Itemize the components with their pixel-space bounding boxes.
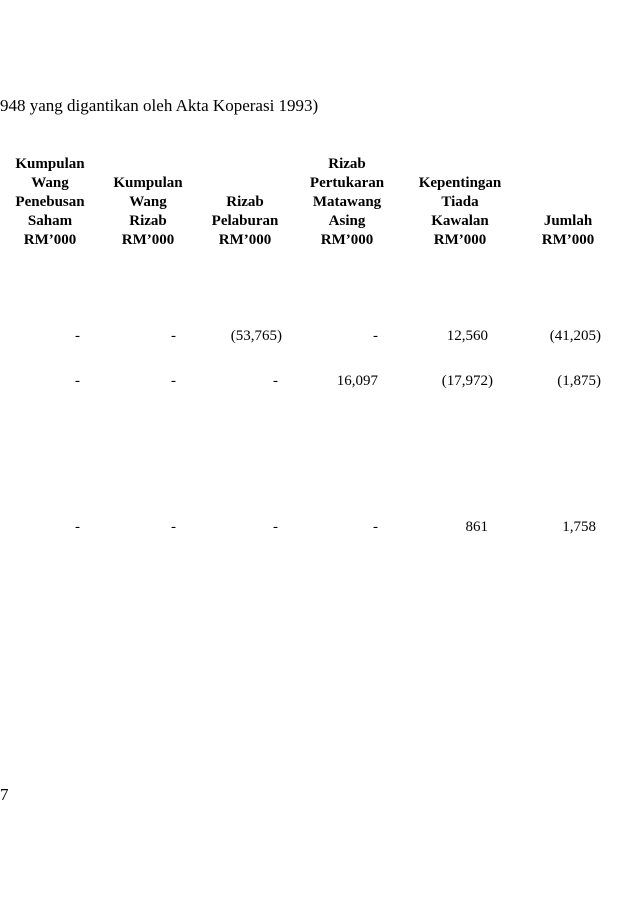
column-header-non-controlling-interest: Kepentingan Tiada Kawalan RM’000 <box>418 175 502 248</box>
page-number: 7 <box>0 785 9 804</box>
table-cell: - <box>273 519 278 535</box>
table-cell: - <box>75 519 80 535</box>
table-cell: (1,875) <box>557 373 601 389</box>
table-cell: - <box>373 519 378 535</box>
table-cell: - <box>373 328 378 344</box>
table-cell: - <box>171 328 176 344</box>
table-cell: (17,972) <box>441 373 493 389</box>
table-cell: - <box>75 328 80 344</box>
table-cell: - <box>75 373 80 389</box>
table-cell: - <box>273 373 278 389</box>
table-cell: (53,765) <box>230 328 282 344</box>
document-subtitle: 948 yang digantikan oleh Akta Koperasi 1993) <box>0 96 319 115</box>
table-cell: 861 <box>465 519 488 535</box>
column-header-reserve-fund: Kumpulan Wang Rizab RM’000 <box>113 175 183 248</box>
table-cell: 1,758 <box>562 519 596 535</box>
column-header-foreign-exchange-reserve: Rizab Pertukaran Matawang Asing RM’000 <box>309 156 385 248</box>
column-header-investment-reserve: Rizab Pelaburan RM’000 <box>211 194 279 248</box>
table-cell: - <box>171 373 176 389</box>
table-cell: 16,097 <box>336 373 378 389</box>
table-cell: (41,205) <box>549 328 601 344</box>
column-header-total: Jumlah RM’000 <box>541 213 595 248</box>
table-cell: - <box>171 519 176 535</box>
table-cell: 12,560 <box>446 328 488 344</box>
column-header-share-redemption-fund: Kumpulan Wang Penebusan Saham RM’000 <box>15 156 85 248</box>
